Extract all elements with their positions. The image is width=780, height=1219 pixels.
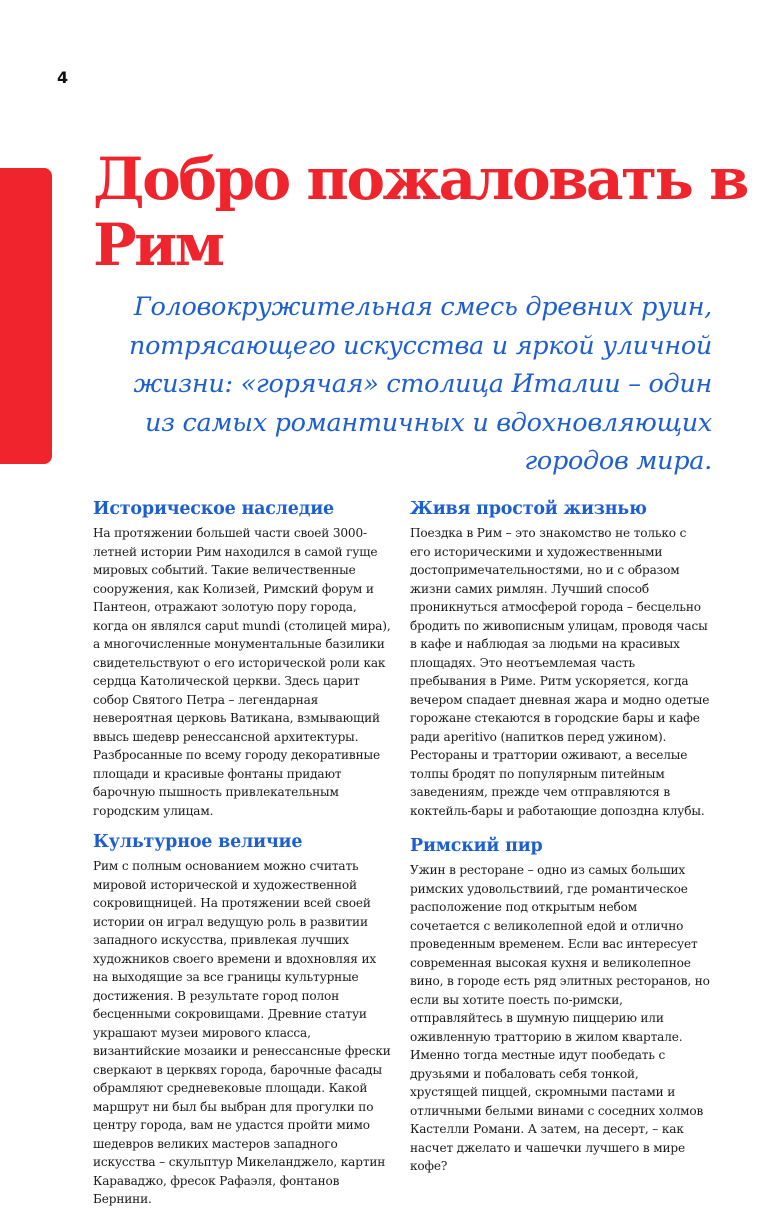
page-subtitle: Головокружительная смесь древних руин, потрясающего искусства и яркой уличной жизни: «горячая» столица Италии – один из самых романтичных и вдохновляющих городов мира. (128, 292, 712, 476)
section-cultural-greatness (93, 830, 393, 1209)
section-body: На протяжении большей части своей 3000-летней истории Рим находился в самой гуще мировых событий. Такие величественные сооружения, как Колизей, Римский форум и Пантеон, отражают золотую пору города, когда он являлся caput mundi (столицей мира), а многочисленные монументальные базилики свидетельствуют о его исторической роли как сердца Католической церкви. Здесь царит собор Святого Петра – легендарная невероятная церковь Ватикана, взмывающий ввысь шедевр ренессансной архитектуры. Разбросанные по всему городу декоративные площади и красивые фонтаны придают барочную пышность привлекательным городским улицам. (93, 526, 391, 818)
right-column (410, 497, 710, 1186)
section-heading: Культурное величие (93, 832, 303, 852)
section-body: Ужин в ресторане – одно из самых больших римских удовольствиий, где романтическое расположение под открытым небом сочетается с великолепной едой и отлично проведенным временем. Если вас интересует современная высокая кухня и великолепное вино, в городе есть ряд элитных ресторанов, но если вы хотите поесть по-римски, отправляйтесь в шумную пиццерию или оживленную тратторию в жилом квартале. Именно тогда местные идут пообедать с друзьями и побаловать себя тонкой, хрустящей пиццей, скромными пастами и отличными белыми винами с соседних холмов Кастелли Романи. А затем, на десерт, – как насчет джелато и чашечки лучшего в мире кофе? (410, 863, 710, 1173)
section-simple-life (410, 497, 710, 820)
page-number: 4 (57, 68, 69, 87)
left-column (93, 497, 393, 1219)
section-historical-heritage (93, 497, 393, 820)
section-body: Поездка в Рим – это знакомство не только с его историческими и художественными достопримечательностями, но и с образом жизни самих римлян. Лучший способ проникнуться атмосферой города – бесцельно бродить по живописным улицам, проводя часы в кафе и наблюдая за людьми на красивых площадях. Это неотъемлемая часть пребывания в Риме. Ритм ускоряется, когда вечером спадает дневная жара и модно одетые горожане стекаются в городские бары и кафе ради aperitivo (напитков перед ужином). Рестораны и траттории оживают, а веселые толпы бродят по популярным питейным заведениям, прежде чем отправляются в коктейль-бары и работающие допоздна клубы. (410, 526, 710, 818)
section-roman-feast (410, 834, 710, 1176)
section-heading: Живя простой жизнью (410, 499, 647, 519)
chapter-tab-marker (0, 168, 52, 464)
section-body: Рим с полным основанием можно считать мировой исторической и художественной сокровищницей. На протяжении всей своей истории он играл ведущую роль в развитии западного искусства, привлекая лучших художников своего времени и вдохновляя их на выходящие за все границы культурные достижения. В результате город полон бесценными сокровищами. Древние статуи украшают музеи мирового класса, византийские мозаики и ренессансные фрески сверкают в церквях города, барочные фасады обрамляют средневековые площади. Какой маршрут ни был бы выбран для прогулки по центру города, вам не удастся пройти мимо шедевров великих мастеров западного искусства – скульптур Микеланджело, картин Караваджо, фресок Рафаэля, фонтанов Бернини. (93, 859, 391, 1206)
section-heading: Историческое наследие (93, 499, 334, 519)
page-title: Добро пожаловать в Рим (93, 145, 747, 279)
section-heading: Римский пир (410, 836, 543, 856)
